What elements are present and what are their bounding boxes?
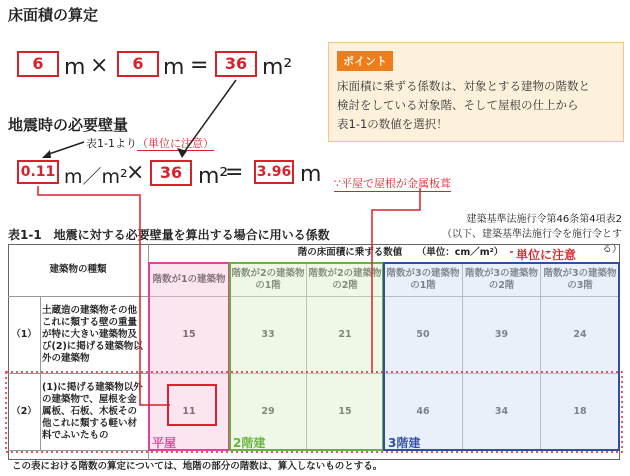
coefficient-box: 0.11 bbox=[17, 160, 59, 184]
area-box: 36 bbox=[150, 160, 192, 186]
unit-m-result: m bbox=[300, 162, 322, 187]
two-storey-frame bbox=[230, 263, 383, 450]
ref-arrow bbox=[46, 142, 84, 155]
unit-m2-area: m² bbox=[198, 164, 229, 189]
row-2-number: （2） bbox=[11, 405, 37, 417]
point-tag: ポイント bbox=[337, 51, 393, 71]
roof-note: ∵平屋で屋根が金属板葺 bbox=[334, 177, 451, 190]
label-three-storey: 3階建 bbox=[388, 436, 421, 450]
unit-hint: 単位に注意 bbox=[516, 248, 577, 262]
wall-heading: 地震時の必要壁量 bbox=[8, 116, 129, 134]
row-2-value-1: 11 bbox=[182, 405, 196, 417]
col-header-1: 階数が1の建築物 bbox=[152, 274, 226, 285]
equals-sign: = bbox=[190, 53, 209, 78]
floor-area-result-box: 36 bbox=[215, 51, 257, 77]
times-sign: × bbox=[90, 53, 109, 78]
table-footnote: この表における階数の算定については、地階の部分の階数は、算入しないものとする。 bbox=[12, 461, 383, 472]
row-1-kind: 土蔵造の建築物その他これに類する壁の重量が特に大きい建築物及び(2)に掲げる建築物以外の建築物 bbox=[42, 304, 143, 364]
header-kind: 建築物の種類 bbox=[49, 264, 107, 275]
floor-length-box: 6 bbox=[17, 51, 59, 77]
row-1-number: （1） bbox=[11, 328, 37, 340]
row-2-kind: (1)に掲げる建築物以外の建築物で、屋根を金属板、石板、木板その他これに類する軽い材料でふいたもの bbox=[42, 381, 143, 441]
label-two-storey: 2階建 bbox=[233, 436, 266, 450]
table-source-line-2: （以下、建築基準法施行令を施行令とする） bbox=[442, 229, 622, 255]
row-1-value-1: 15 bbox=[182, 328, 196, 340]
table-caption: 表1-1 地震に対する必要壁量を算出する場合に用いる係数 bbox=[8, 228, 330, 242]
header-unit: （単位：cm／m²） bbox=[416, 247, 504, 258]
equals-sign-2: = bbox=[225, 160, 244, 185]
unit-caution-note: （単位に注意） bbox=[136, 137, 214, 150]
label-single-storey: 平屋 bbox=[152, 436, 177, 450]
unit-m2-result: m² bbox=[262, 55, 293, 80]
floor-area-heading: 床面積の算定 bbox=[8, 6, 99, 24]
ref-arrowhead bbox=[42, 150, 51, 158]
table-source-line-1: 建築基準法施行令第46条第4項表2 bbox=[466, 214, 622, 225]
unit-m-b: m bbox=[163, 55, 185, 80]
floor-width-box: 6 bbox=[117, 51, 159, 77]
header-coef: 階の床面積に乗ずる数値 bbox=[297, 247, 403, 258]
point-line-3: 表1-1の数値を選択！ bbox=[337, 117, 448, 131]
required-wall-box: 3.96 bbox=[254, 160, 294, 184]
point-line-1: 床面積に乗ずる係数は、対象とする建物の階数と bbox=[337, 79, 590, 93]
times-sign-2: × bbox=[126, 160, 145, 185]
unit-m-per-m2: m／m² bbox=[64, 166, 128, 188]
point-line-2: 検討をしている対象階、そして屋根の仕上から bbox=[337, 98, 579, 112]
table-ref-prefix: 表1-1より bbox=[86, 137, 137, 150]
unit-m-a: m bbox=[64, 55, 86, 80]
area-carry-arrow bbox=[182, 80, 236, 155]
three-storey-frame bbox=[384, 263, 619, 450]
